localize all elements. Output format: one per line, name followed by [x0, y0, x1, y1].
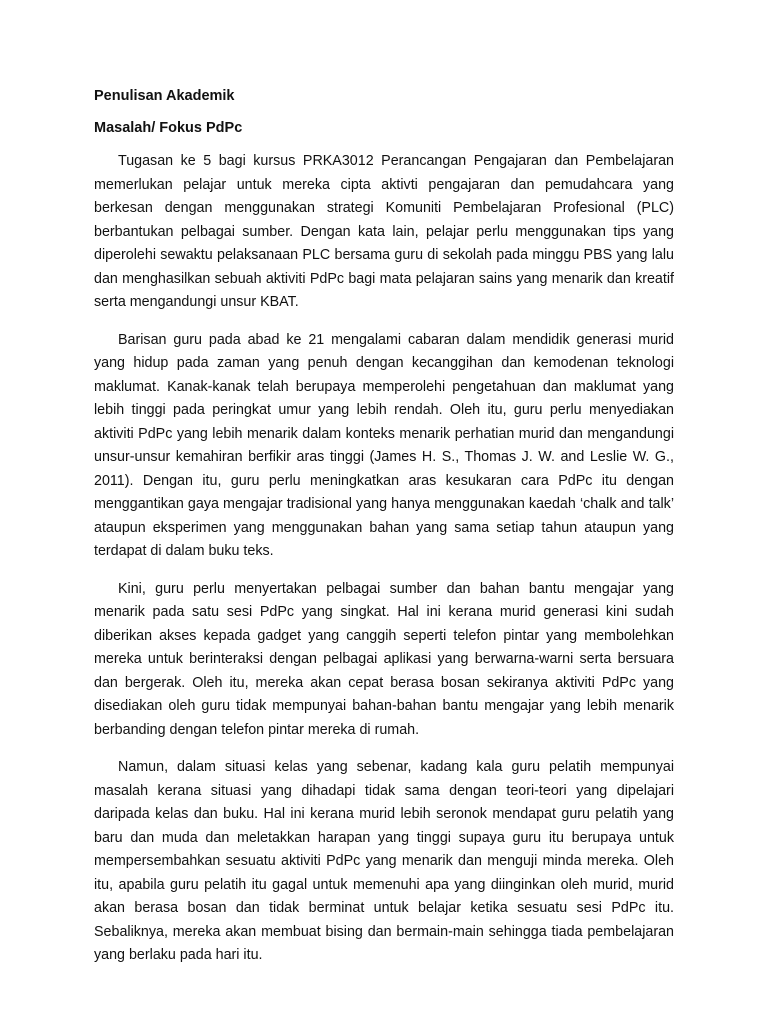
paragraph: Namun, dalam situasi kelas yang sebenar, kadang kala guru pelatih mempunyai masalah kerana situasi yang dihadapi tidak sama dengan teori-teori yang dipelajari daripada kelas dan buku. Hal ini kerana murid lebih seronok mendapat guru pelatih yang baru dan muda dan meletakkan harapan yang tinggi supaya guru itu berupaya untuk mempersembahkan sesuatu aktiviti PdPc yang menarik dan menguji minda mereka. Oleh itu, apabila guru pelatih itu gagal untuk memenuhi apa yang diinginkan oleh murid, murid akan berasa bosan dan tidak berminat untuk belajar ketika sesuatu sesi PdPc itu. Sebaliknya, mereka akan membuat bising dan bermain-main sehingga tiada pembelajaran yang berlaku pada hari itu. — [94, 759, 674, 963]
document-body — [94, 150, 674, 982]
paragraph: Tugasan ke 5 bagi kursus PRKA3012 Perancangan Pengajaran dan Pembelajaran memerlukan pelajar untuk mereka cipta aktivti pengajaran dan pemudahcara yang berkesan dengan menggunakan strategi Komuniti Pembelajaran Profesional (PLC) berbantukan pelbagai sumber. Dengan kata lain, pelajar perlu menggunakan tips yang diperolehi sewaktu pelaksanaan PLC bersama guru di sekolah pada minggu PBS yang lalu dan menghasilkan sebuah aktiviti PdPc bagi mata pelajaran sains yang menarik dan kreatif serta mengandungi unsur KBAT. — [94, 153, 674, 310]
section-heading: Masalah/ Fokus PdPc — [94, 120, 243, 136]
document-title: Penulisan Akademik — [94, 88, 235, 104]
paragraph: Barisan guru pada abad ke 21 mengalami cabaran dalam mendidik generasi murid yang hidup pada zaman yang penuh dengan kecanggihan dan kemodenan teknologi maklumat. Kanak-kanak telah berupaya memperolehi pengetahuan dan maklumat yang lebih tinggi pada peringkat umur yang lebih rendah. Oleh itu, guru perlu menyediakan aktiviti PdPc yang lebih menarik dalam konteks menarik perhatian murid dan mengandungi unsur-unsur kemahiran berfikir aras tinggi (James H. S., Thomas J. W. and Leslie W. G., 2011). Dengan itu, guru perlu meningkatkan aras kesukaran cara PdPc itu dengan menggantikan gaya mengajar tradisional yang hanya menggunakan kaedah ‘chalk and talk’ ataupun eksperimen yang menggunakan bahan yang sama setiap tahun ataupun yang terdapat di dalam buku teks. — [94, 331, 674, 559]
paragraph: Kini, guru perlu menyertakan pelbagai sumber dan bahan bantu mengajar yang menarik pada satu sesi PdPc yang singkat. Hal ini kerana murid generasi kini sudah diberikan akses kepada gadget yang canggih seperti telefon pintar yang membolehkan mereka untuk berinteraksi dengan pelbagai aplikasi yang berwarna-warni serta bersuara dan bergerak. Oleh itu, mereka akan cepat berasa bosan sekiranya aktiviti PdPc yang disediakan oleh guru tidak mempunyai bahan-bahan bantu mengajar yang lebih menarik berbanding dengan telefon pintar mereka di rumah. — [94, 580, 674, 738]
